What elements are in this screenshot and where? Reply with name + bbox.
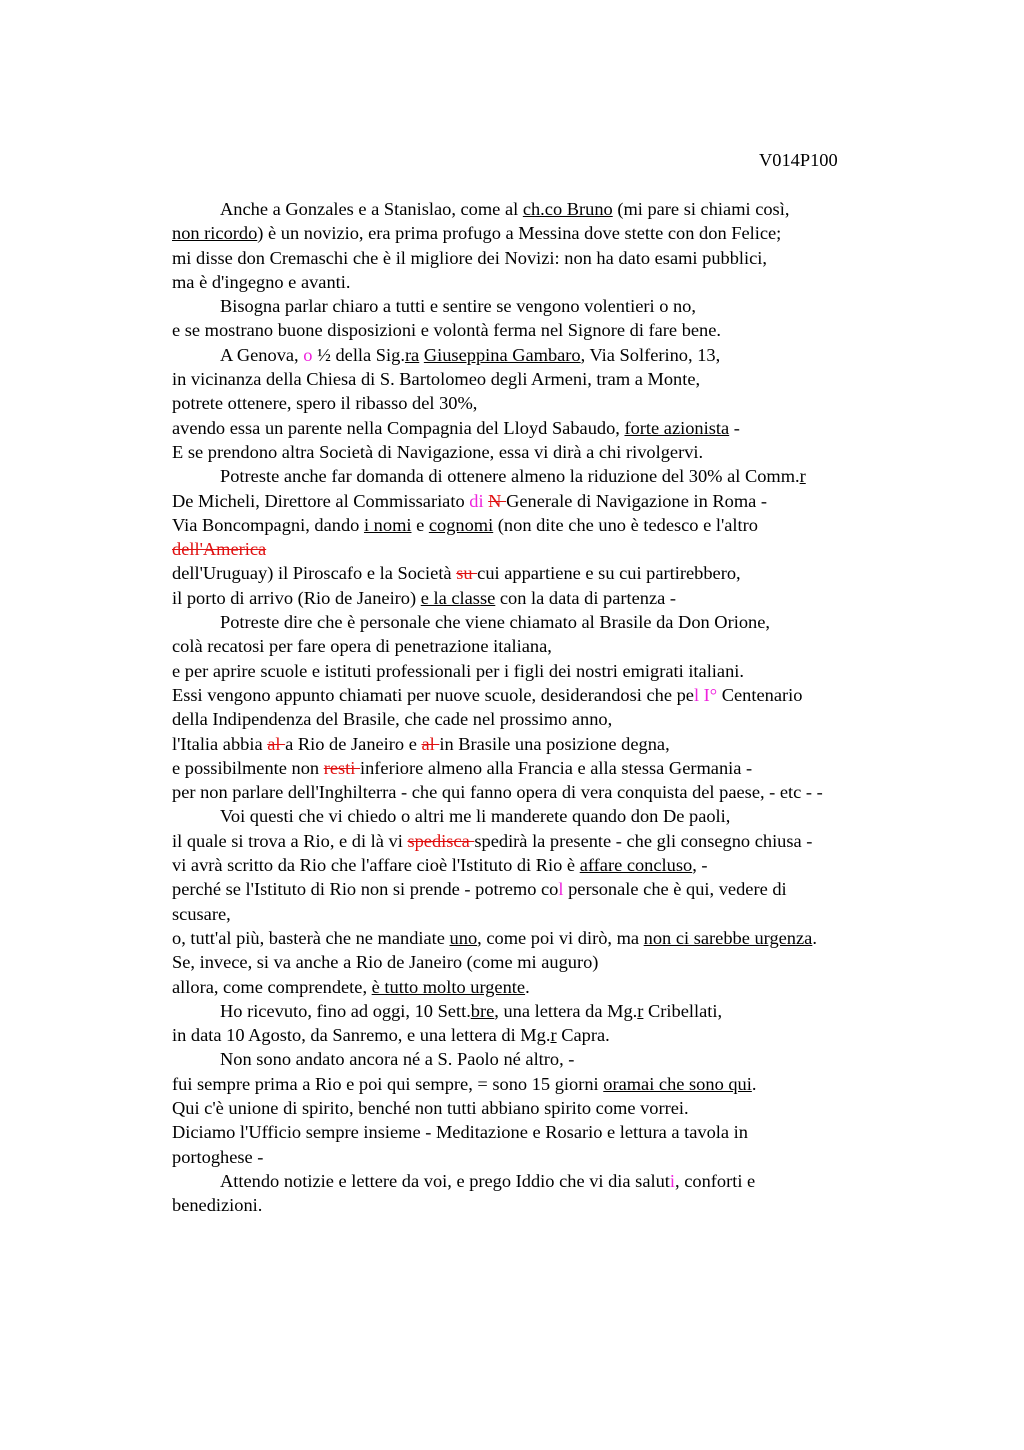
text-line	[172, 683, 932, 707]
text-line	[172, 1120, 932, 1144]
text-segment: l'Italia abbia	[172, 733, 268, 754]
underlined-text: r	[550, 1025, 557, 1046]
text-segment: benedizioni.	[172, 1195, 263, 1216]
text-segment: Essi vengono appunto chiamati per nuove scuole, desiderandosi che pe	[172, 684, 694, 705]
text-line	[172, 343, 932, 367]
text-segment: A Genova,	[220, 344, 304, 365]
text-line	[172, 586, 932, 610]
inserted-text: di	[469, 490, 484, 511]
text-segment: Se, invece, si va anche a Rio de Janeiro (come mi auguro)	[172, 952, 599, 973]
text-segment: o, tutt'al più, basterà che ne mandiate	[172, 927, 450, 948]
text-segment: ½ della Sig.	[312, 344, 405, 365]
text-segment: (non dite che uno è tedesco e l'altro	[493, 514, 758, 535]
underlined-text: Giuseppina Gambaro	[423, 344, 581, 365]
text-line	[172, 1193, 932, 1217]
underlined-text: i nomi	[363, 514, 412, 535]
text-line	[172, 853, 932, 877]
text-line	[172, 659, 932, 683]
deleted-text: su	[456, 563, 478, 584]
text-segment: (mi pare si chiami così,	[612, 199, 790, 219]
text-segment: inferiore almeno alla Francia e alla stessa Germania -	[359, 757, 753, 778]
text-line	[172, 464, 932, 488]
text-line	[172, 489, 932, 513]
text-segment: scusare,	[172, 903, 231, 924]
underlined-text: r	[799, 466, 806, 487]
text-segment: fui sempre prima a Rio e poi qui sempre, = sono 15 giorni	[172, 1073, 604, 1094]
text-segment: , una lettera da Mg.	[494, 1000, 638, 1021]
text-segment: e se mostrano buone disposizioni e volontà ferma nel Signore di fare bene.	[172, 320, 722, 341]
underlined-text: affare concluso	[579, 855, 693, 876]
text-segment: il porto di arrivo (Rio de Janeiro)	[172, 587, 421, 608]
text-line	[172, 391, 932, 415]
inserted-text: l I°	[693, 684, 718, 705]
text-segment: avendo essa un parente nella Compagnia del Lloyd Sabaudo,	[172, 417, 625, 438]
text-segment: in vicinanza della Chiesa di S. Bartolomeo degli Armeni, tram a Monte,	[172, 369, 701, 390]
text-line	[172, 1096, 932, 1120]
text-segment: spedirà la presente - che gli consegno chiusa -	[474, 830, 813, 851]
text-line	[172, 1145, 932, 1169]
text-line	[172, 416, 932, 440]
text-line	[172, 318, 932, 342]
text-segment: Centenario	[717, 684, 803, 705]
underlined-text: e la classe	[420, 587, 496, 608]
text-segment: per non parlare dell'Inghilterra - che qui fanno opera di vera conquista del paese, - etc - -	[172, 782, 823, 803]
text-line	[172, 294, 932, 318]
text-line	[172, 829, 932, 853]
text-segment: personale che è qui, vedere di	[563, 879, 787, 900]
text-segment: Potreste dire che è personale che viene chiamato al Brasile da Don Orione,	[220, 612, 770, 633]
text-segment: , Via Solferino, 13,	[580, 344, 721, 365]
text-segment: allora, come comprendete,	[172, 976, 372, 997]
text-segment: Voi questi che vi chiedo o altri me li manderete quando don De paoli,	[220, 806, 731, 827]
text-segment: Generale di Navigazione in Roma -	[506, 490, 768, 511]
underlined-text: ch.co Bruno	[522, 199, 613, 219]
text-line	[172, 197, 932, 221]
text-line	[172, 999, 932, 1023]
text-segment: mi disse don Cremaschi che è il migliore dei Novizi: non ha dato esami pubblici,	[172, 247, 768, 268]
text-segment: Cribellati,	[643, 1000, 723, 1021]
text-segment: e possibilmente non	[172, 757, 324, 778]
text-segment: Bisogna parlar chiaro a tutti e sentire se vengono volentieri o no,	[220, 296, 696, 317]
text-segment: , -	[692, 855, 708, 876]
text-segment: ) è un novizio, era prima profugo a Messina dove stette con don Felice;	[257, 223, 782, 244]
text-segment: -	[729, 417, 740, 438]
text-segment: portoghese -	[172, 1146, 264, 1167]
text-segment: Potreste anche far domanda di ottenere almeno la riduzione del 30% al Comm.	[220, 466, 800, 487]
inserted-text: o	[303, 344, 313, 365]
text-segment: vi avrà scritto da Rio che l'affare cioè l'Istituto di Rio è	[172, 855, 580, 876]
underlined-text: r	[637, 1000, 644, 1021]
text-line	[172, 926, 932, 950]
text-line	[172, 950, 932, 974]
text-line	[172, 1169, 932, 1193]
text-line	[172, 221, 932, 245]
underlined-text: uno	[449, 927, 478, 948]
text-line	[172, 537, 932, 561]
text-line	[172, 440, 932, 464]
underlined-text: è tutto molto urgente	[371, 976, 526, 997]
text-segment: e	[411, 514, 429, 535]
text-segment: della Indipendenza del Brasile, che cade nel prossimo anno,	[172, 709, 613, 730]
deleted-text: al	[267, 733, 286, 754]
text-segment: a Rio de Janeiro e	[285, 733, 422, 754]
text-segment: .	[525, 976, 530, 997]
text-segment: Capra.	[556, 1025, 610, 1046]
text-line	[172, 756, 932, 780]
deleted-text: al	[421, 733, 440, 754]
underlined-text: bre	[470, 1000, 495, 1021]
text-segment: E se prendono altra Società di Navigazione, essa vi dirà a chi rivolgervi.	[172, 441, 704, 462]
text-segment: Ho ricevuto, fino ad oggi, 10 Sett.	[220, 1000, 471, 1021]
text-segment: , conforti e	[675, 1170, 756, 1191]
text-line	[172, 707, 932, 731]
text-segment: dell'Uruguay) il Piroscafo e la Società	[172, 563, 457, 584]
text-segment: Non sono andato ancora né a S. Paolo né altro, -	[220, 1049, 575, 1070]
underlined-text: forte azionista	[624, 417, 730, 438]
text-line	[172, 561, 932, 585]
text-line	[172, 1023, 932, 1047]
text-segment: Attendo notizie e lettere da voi, e prego Iddio che vi dia salut	[220, 1170, 670, 1191]
text-segment: Diciamo l'Ufficio sempre insieme - Meditazione e Rosario e lettura a tavola in	[172, 1122, 748, 1143]
letter-body	[172, 197, 932, 1217]
underlined-text: oramai che sono qui	[603, 1073, 752, 1094]
underlined-text: cognomi	[428, 514, 494, 535]
text-line	[172, 610, 932, 634]
text-segment: cui appartiene e su cui partirebbero,	[477, 563, 741, 584]
deleted-text: N	[488, 490, 507, 511]
text-segment: .	[812, 927, 817, 948]
text-segment: colà recatosi per fare opera di penetrazione italiana,	[172, 636, 552, 657]
inserted-text: i	[669, 1170, 676, 1191]
text-segment: potrete ottenere, spero il ribasso del 30%,	[172, 393, 478, 414]
underlined-text: non ci sarebbe urgenza	[643, 927, 813, 948]
text-line	[172, 634, 932, 658]
text-segment: perché se l'Istituto di Rio non si prende - potremo co	[172, 879, 559, 900]
page-identifier: V014P100	[759, 150, 838, 170]
inserted-text: l	[558, 879, 564, 900]
text-line	[172, 367, 932, 391]
text-line	[172, 1072, 932, 1096]
underlined-text: non ricordo	[172, 223, 258, 244]
text-line	[172, 513, 932, 537]
deleted-text: dell'America	[172, 539, 267, 560]
text-line	[172, 877, 932, 901]
text-line	[172, 975, 932, 999]
text-segment: Qui c'è unione di spirito, benché non tutti abbiano spirito come vorrei.	[172, 1097, 689, 1118]
text-line	[172, 902, 932, 926]
text-segment: Via Boncompagni, dando	[172, 514, 364, 535]
text-segment: in Brasile una posizione degna,	[439, 733, 670, 754]
text-segment: e per aprire scuole e istituti professionali per i figli dei nostri emigrati italiani.	[172, 660, 744, 681]
text-line	[172, 804, 932, 828]
text-line	[172, 1047, 932, 1071]
text-segment: con la data di partenza -	[495, 587, 677, 608]
text-line	[172, 732, 932, 756]
text-segment: .	[751, 1073, 757, 1094]
text-segment: De Micheli, Direttore al Commissariato	[172, 490, 470, 511]
underlined-text: ra	[404, 344, 420, 365]
text-segment: il quale si trova a Rio, e di là vi	[172, 830, 408, 851]
text-segment: in data 10 Agosto, da Sanremo, e una lettera di Mg.	[172, 1025, 551, 1046]
deleted-text: resti	[323, 757, 360, 778]
text-line	[172, 246, 932, 270]
deleted-text: spedisca	[407, 830, 475, 851]
text-line	[172, 780, 932, 804]
text-line	[172, 270, 932, 294]
text-segment: ma è d'ingegno e avanti.	[172, 271, 351, 292]
text-segment: Anche a Gonzales e a Stanislao, come al	[220, 199, 523, 219]
text-segment: , come poi vi dirò, ma	[477, 927, 644, 948]
